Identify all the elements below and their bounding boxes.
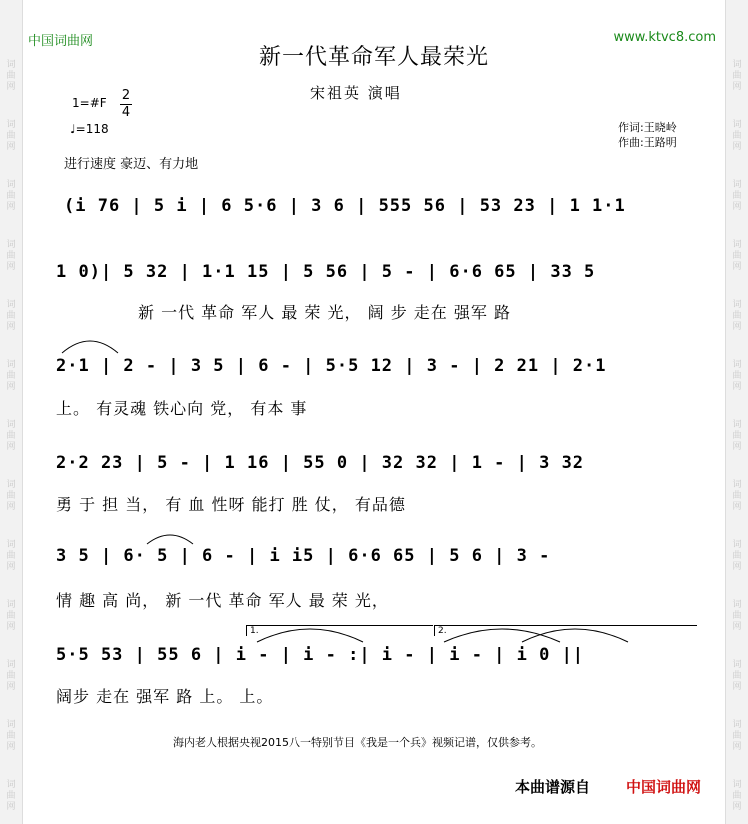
watermark-text: 词 曲 网 <box>732 420 742 452</box>
song-title: 新一代革命军人最荣光 <box>258 45 489 70</box>
watermark-text: 词 曲 网 <box>6 360 16 392</box>
watermark-text: 词 曲 网 <box>732 600 742 632</box>
slur-arc <box>145 530 195 546</box>
lyrics-line-5: 情 趣 高 尚， 新 一代 革命 军人 最 荣 光， <box>56 591 389 610</box>
source-label: 本曲谱源自 <box>515 778 591 796</box>
watermark-text: 词 曲 网 <box>732 720 742 752</box>
volta-1-label: 1. <box>250 626 259 636</box>
notes-line-4: 2·2 23 | 5 - | 1 16 | 55 0 | 32 32 | 1 - | 3 32 <box>56 453 585 473</box>
tie-arc <box>520 624 630 644</box>
tempo-mark <box>70 122 109 136</box>
tempo-value: =118 <box>75 122 109 136</box>
watermark-text: 词 曲 网 <box>6 420 16 452</box>
notes-line-3: 2·1 | 2 - | 3 5 | 6 - | 5·5 12 | 3 - | 2 21 | 2·1 <box>56 356 607 376</box>
watermark-text: 词 曲 网 <box>732 540 742 572</box>
lyrics-line-2: 新 一代 革命 军人 最 荣 光， 阔 步 走在 强军 路 <box>138 303 511 322</box>
watermark-text: 词 曲 网 <box>6 180 16 212</box>
watermark-text: 词 曲 网 <box>732 120 742 152</box>
singer-credit: 宋祖英 演唱 <box>310 84 402 102</box>
notes-line-6: 5·5 53 | 55 6 | i - | i - :| i - | i - | i 0 || <box>56 645 585 665</box>
watermark-text: 词 曲 网 <box>732 300 742 332</box>
transcription-note: 海内老人根据央视2015八一特别节目《我是一个兵》视频记谱，仅供参考。 <box>173 736 542 749</box>
key-signature: 1=#F <box>72 96 107 110</box>
site-url-right: www.ktvc8.com <box>613 30 716 45</box>
lyrics-line-4: 勇 于 担 当， 有 血 性呀 能打 胜 仗， 有品德 <box>56 495 406 514</box>
watermark-text: 词 曲 网 <box>732 480 742 512</box>
watermark-text: 词 曲 网 <box>6 60 16 92</box>
composer: 作曲:王路明 <box>618 136 677 149</box>
watermark-text: 词 曲 网 <box>6 120 16 152</box>
watermark-text: 词 曲 网 <box>732 60 742 92</box>
watermark-text: 词 曲 网 <box>6 480 16 512</box>
tie-arc <box>255 624 365 644</box>
site-name-left: 中国词曲网 <box>28 34 94 49</box>
watermark-text: 词 曲 网 <box>6 540 16 572</box>
notes-line-2: 1 0)| 5 32 | 1·1 15 | 5 56 | 5 - | 6·6 65 | 33 5 <box>56 262 596 282</box>
volta-2-label: 2. <box>438 626 447 636</box>
watermark-text: 词 曲 网 <box>6 300 16 332</box>
watermark-text: 词 曲 网 <box>6 600 16 632</box>
lyricist: 作词:王晓岭 <box>618 121 677 134</box>
watermark-text: 词 曲 网 <box>732 360 742 392</box>
notes-line-5: 3 5 | 6· 5 | 6 - | i i5 | 6·6 65 | 5 6 | 3 - <box>56 546 551 566</box>
credits <box>618 120 677 150</box>
source-site-link[interactable]: 中国词曲网 <box>626 778 702 796</box>
watermark-text: 词 曲 网 <box>732 180 742 212</box>
watermark-text: 词 曲 网 <box>6 720 16 752</box>
notes-line-1: (i 76 | 5 i | 6 5·6 | 3 6 | 555 56 | 53 23 | 1 1·1 <box>64 196 626 216</box>
slur-arc <box>60 335 120 355</box>
time-signature <box>120 88 132 121</box>
watermark-text: 词 曲 网 <box>732 240 742 272</box>
lyrics-line-6: 阔步 走在 强军 路 上。 上。 <box>56 687 274 706</box>
performance-direction: 进行速度 豪迈、有力地 <box>64 157 199 172</box>
watermark-text: 词 曲 网 <box>6 240 16 272</box>
watermark-text: 词 曲 网 <box>732 780 742 812</box>
watermark-text: 词 曲 网 <box>6 780 16 812</box>
lyrics-line-3: 上。 有灵魂 铁心向 党， 有本 事 <box>56 399 308 418</box>
meter-bottom: 4 <box>121 105 131 120</box>
quarter-note-icon: ♩ <box>70 122 76 136</box>
watermark-text: 词 曲 网 <box>6 660 16 692</box>
meter-top: 2 <box>121 88 131 103</box>
watermark-text: 词 曲 网 <box>732 660 742 692</box>
